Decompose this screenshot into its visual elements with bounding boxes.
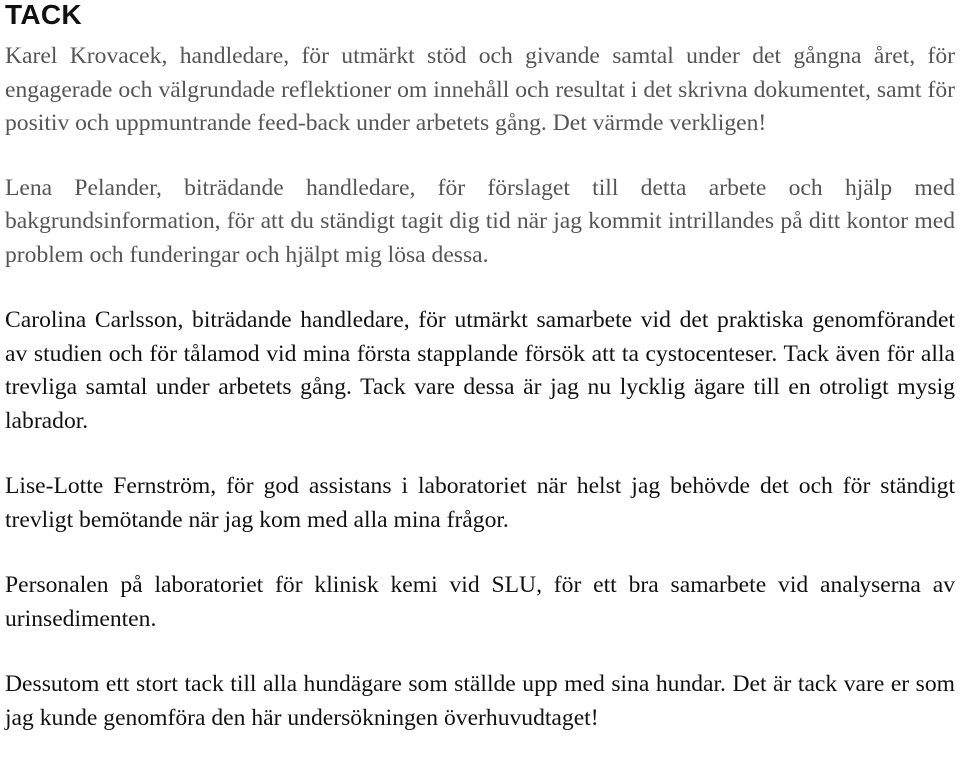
- paragraph-lena-pelander: Lena Pelander, biträdande handledare, för förslaget till detta arbete och hjälp med bakgrundsinformation, för att du ständigt tagit dig tid när jag kommit intrillandes på ditt kontor med problem och funderingar och hjälpt mig lösa dessa.: [5, 174, 955, 268]
- paragraph-laboratory-staff: Personalen på laboratoriet för klinisk kemi vid SLU, för ett bra samarbete vid analyserna av urinsedimenten.: [5, 572, 955, 632]
- paragraph-carolina-carlsson: Carolina Carlsson, biträdande handledare, för utmärkt samarbete vid det praktiska genomförandet av studien och för tålamod vid mina första stapplande försök att ta cystocenteser. Tack även för alla trevliga samtal under arbetets gång. Tack vare dessa är jag nu lycklig ägare till en otroligt mysig labrador.: [5, 307, 955, 434]
- paragraph-lise-lotte-fernstrom: Lise-Lotte Fernström, för god assistans i laboratoriet när helst jag behövde det och för ständigt trevligt bemötande när jag kom med alla mina frågor.: [5, 473, 955, 533]
- paragraph-dog-owners: Dessutom ett stort tack till alla hundägare som ställde upp med sina hundar. Det är tack vare er som jag kunde genomföra den här undersökningen överhuvudtaget!: [5, 671, 955, 731]
- paragraph-karel-krovacek: Karel Krovacek, handledare, för utmärkt stöd och givande samtal under det gångna året, för engagerade och välgrundade reflektioner om innehåll och resultat i det skrivna dokumentet, samt för positiv och uppmuntrande feed-back under arbetets gång. Det värmde verkligen!: [5, 43, 955, 136]
- page-heading: TACK: [5, 0, 82, 30]
- acknowledgements-page: [5, 0, 955, 735]
